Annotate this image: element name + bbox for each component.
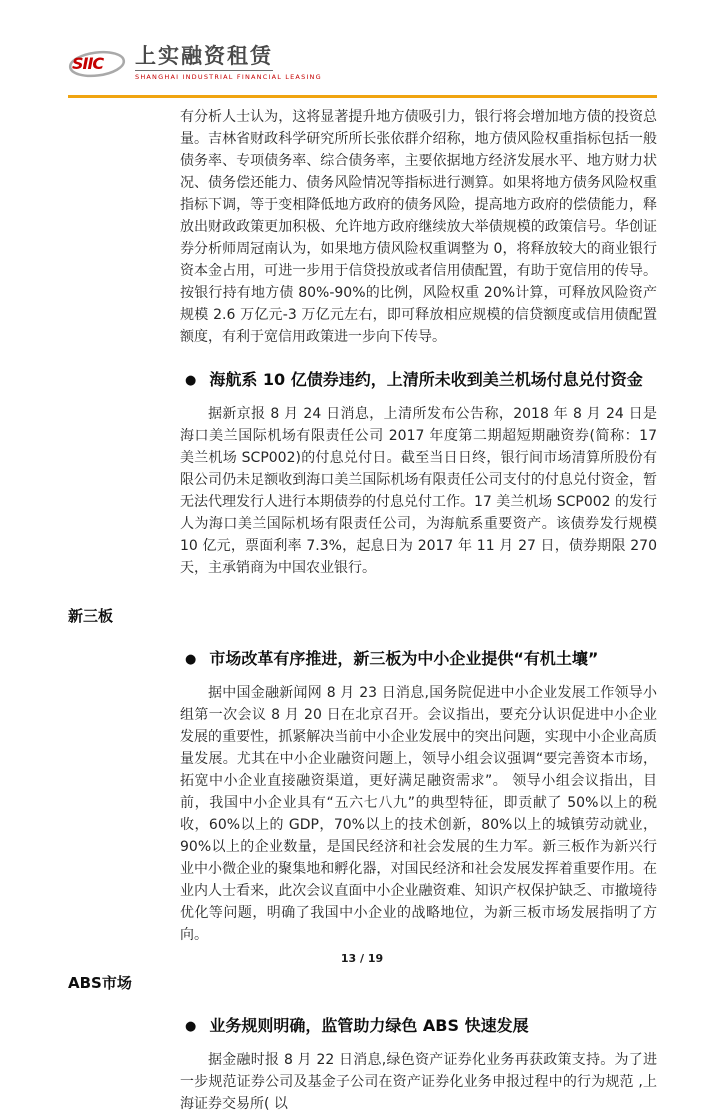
bullet-icon: ● bbox=[185, 1019, 197, 1034]
bond-default-paragraph: 据新京报 8 月 24 日消息，上清所发布公告称，2018 年 8 月 24 日是海口美兰国际机场有限责任公司 2017 年度第二期超短期融资券(简称：17 美兰机场 SCP002)的付息兑付日。截至当日日终，银行间市场清算所股份有限公司仍未足额收到海口美兰国际机场有限责任公司支付的付息兑付资金，暂无法代理发行人进行本期债券的付息兑付工作。17 美兰机场 SCP002 的发行人为海口美兰国际机场有限责任公司，为海航系重要资产。该债券发行规模 10 亿元，票面利率 7.3%，起息日为 2017 年 11 月 27 日，债券期限 270 天，主承销商为中国农业银行。 bbox=[180, 406, 657, 576]
siic-logo-mark bbox=[68, 48, 126, 80]
neeq-heading-text: 市场改革有序推进，新三板为中小企业提供“有机土壤” bbox=[209, 649, 599, 668]
abs-heading bbox=[185, 1014, 657, 1040]
neeq-paragraph: 据中国金融新闻网 8 月 23 日消息,国务院促进中小企业发展工作领导小组第一次会议 8 月 20 日在北京召开。会议指出，要充分认识促进中小企业发展的重要性，抓紧解决当前中小企业发展中的突出问题，实现中小企业高质量发展。尤其在中小企业融资问题上，领导小组会议强调“要完善资本市场，拓宽中小企业直接融资渠道，更好满足融资需求”。 领导小组会议指出，目前，我国中小企业具有“五六七八九”的典型特征，即贡献了 50%以上的税收，60%以上的 GDP，70%以上的技术创新，80%以上的城镇劳动就业，90%以上的企业数量，是国民经济和社会发展的生力军。新三板作为新兴行业中小微企业的聚集地和孵化器，对国民经济和社会发展发挥着重要作用。在业内人士看来，此次会议直面中小企业融资难、知识产权保护缺乏、市撤境待优化等问题，明确了我国中小企业的战略地位，为新三板市场发展指明了方向。 bbox=[180, 685, 657, 943]
bond-default-heading bbox=[185, 368, 657, 394]
page-footer bbox=[0, 952, 724, 965]
company-names bbox=[135, 42, 322, 81]
bond-default-heading-text: 海航系 10 亿债券违约，上清所未收到美兰机场付息兑付资金 bbox=[209, 370, 643, 389]
page-number: 13 / 19 bbox=[340, 952, 384, 965]
page-header bbox=[0, 0, 724, 98]
abs-heading-text: 业务规则明确，监管助力绿色 ABS 快速发展 bbox=[209, 1016, 529, 1035]
company-name-en: SHANGHAI INDUSTRIAL FINANCIAL LEASING bbox=[135, 73, 322, 82]
intro-paragraph: 有分析人士认为，这将显著提升地方债吸引力，银行将会增加地方债的投资总量。吉林省财政科学研究所所长张依群介绍称，地方债风险权重指标包括一般债务率、专项债务率、综合债务率，主要依据地方经济发展水平、地方财力状况、债务偿还能力、债务风险情况等指标进行测算。如果将地方债务风险权重指标下调，等于变相降低地方政府的债务风险，提高地方政府的偿债能力，释放出财政政策更加积极、允许地方政府继续放大举债规模的政策信号。华创证券分析师周冠南认为，如果地方债风险权重调整为 0，将释放较大的商业银行资本金占用，可进一步用于信贷投放或者信用债配置，有助于宽信用的传导。按银行持有地方债 80%-90%的比例，风险权重 20%计算，可释放风险资产规模 2.6 万亿元-3 万亿元左右，即可释放相应规模的信贷额度或信用债配置额度，有利于宽信用政策进一步向下传导。 bbox=[180, 109, 657, 345]
abs-paragraph: 据金融时报 8 月 22 日消息,绿色资产证券化业务再获政策支持。为了进一步规范证券公司及基金子公司在资产证券化业务申报过程中的行为规范 ,上海证券交易所( 以 bbox=[180, 1052, 657, 1112]
company-logo bbox=[68, 42, 657, 86]
neeq-heading bbox=[185, 647, 657, 673]
section-label-abs: ABS市场 bbox=[68, 974, 132, 992]
bullet-icon: ● bbox=[185, 652, 197, 667]
siic-logo-text: SIIC bbox=[72, 54, 104, 73]
bullet-icon: ● bbox=[185, 373, 197, 388]
company-name-cn: 上实融资租赁 bbox=[135, 45, 273, 71]
section-label-neeq: 新三板 bbox=[68, 607, 114, 625]
